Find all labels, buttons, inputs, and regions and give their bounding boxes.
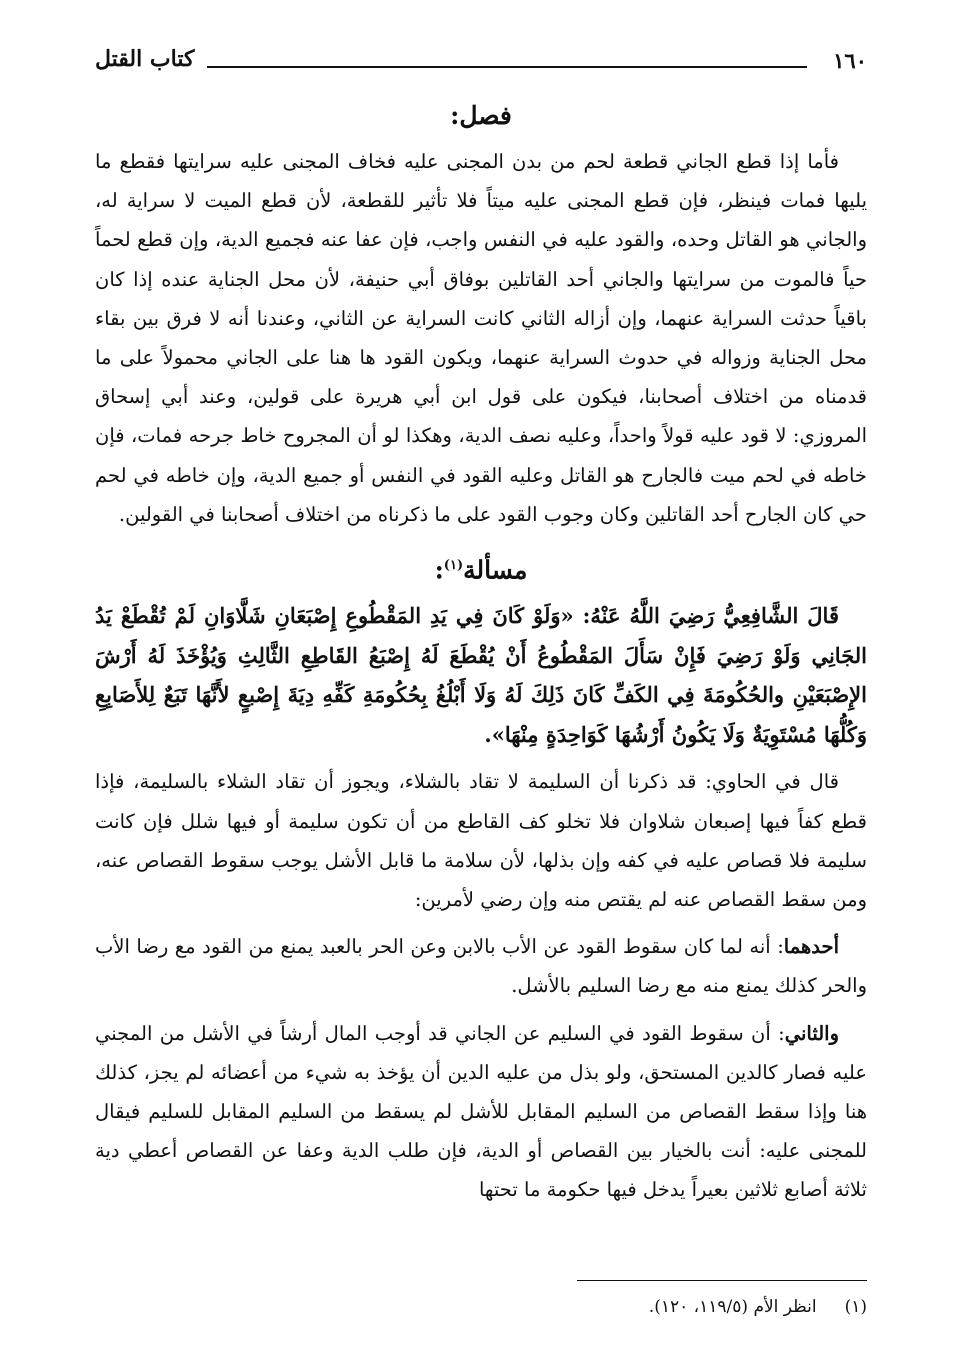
second-reason-text: : أن سقوط القود في السليم عن الجاني قد أوجب المال أرشاً في الأشل من المجني عليه فصار كالدين المستحق، ولو بذل من عليه الدين أن يؤخذ به شيء من أعضائه لم يجز، كذلك هنا وإذا سقط القصاص من السليم المقابل للأشل لم يسقط من السليم المقابل للسليم فيقال للمجنى عليه: أنت بالخيار بين القصاص أو الدية، فإن طلب الدية وعفا عن القصاص أعطي دية ثلاثة أصابع ثلاثين بعيراً يدخل فيها حكومة ما تحتها	[95, 1021, 868, 1202]
spacer	[95, 919, 867, 927]
footnote-number: (١)	[844, 1297, 867, 1317]
footnote-text: انظر الأم (١١٩/٥، ١٢٠).	[648, 1297, 817, 1317]
paragraph-first-reason	[95, 927, 867, 1005]
section-heading-masala	[95, 546, 867, 590]
footnote-ref[interactable]: (١)	[443, 558, 464, 574]
page-header	[95, 40, 867, 84]
first-reason-label: أحدهما	[783, 935, 839, 959]
page-number: ١٦٠	[833, 48, 867, 73]
footnote-rule	[577, 1280, 867, 1281]
book-page	[95, 40, 867, 1351]
first-reason-text: : أنه لما كان سقوط القود عن الأب بالابن وعن الحر بالعبد يمنع من القود مع رضا الأب والحر كذلك يمنع منه مع رضا السليم بالأشل.	[95, 935, 867, 998]
paragraph-second-reason	[95, 1014, 867, 1210]
header-rule	[207, 66, 807, 68]
spacer	[95, 754, 867, 762]
shafii-quote: قَالَ الشَّافِعِيُّ رَضِيَ اللَّهُ عَنْهُ: «وَلَوْ كَانَ فِي يَدِ المَقْطُوعِ إِصْبَعَانِ شَلَّاوَانِ لَمْ تُقْطَعْ يَدُ الجَانِي وَلَوْ رَضِيَ فَإِنْ سَأَلَ المَقْطُوعُ أَنْ يُقْطَعَ لَهُ إِصْبَعُ القَاطِعِ الثَّالِثِ وَيُؤْخَذَ لَهُ أَرْشَ الإِصْبَعَيْنِ والحُكُومَةَ فِي الكَفِّ كَانَ ذَلِكَ لَهُ وَلَا أَبْلُغُ بِحُكُومَةِ كَفِّهِ دِيَةَ إِصْبعٍ لأَنَّهَا تَبَعٌ لِلأَصَابِعِ وَكُلُّهَا مُسْتَوِيَةٌ وَلَا يَكُونُ أَرْشُهَا كَوَاحِدَةٍ مِنْهَا».	[95, 603, 867, 747]
section-heading-fasl: فصل:	[450, 101, 512, 130]
footnote	[95, 1292, 867, 1322]
masala-title: مسألة	[463, 555, 528, 585]
masala-colon: :	[434, 555, 444, 585]
book-title: كتاب القتل	[95, 46, 195, 72]
second-reason-label: والثاني	[784, 1021, 839, 1045]
paragraph-fasl: فأما إذا قطع الجاني قطعة لحم من بدن المجنى عليه فخاف المجنى عليه سرايتها فقطع ما يليها فمات فينظر، فإن قطع المجنى عليه ميتاً فلا تأثير للقطعة، لأن قطع الميت لا سراية له، والجاني هو القاتل وحده، والقود عليه في النفس واجب، فإن عفا عنه فجميع الدية، وإن قطع لحماً حياً فالموت من سرايتها والجاني أحد القاتلين بوفاق أبي حنيفة، لأن محل الجناية عنده إذا كان باقياً حدثت السراية عنهما، وإن أزاله الثاني كانت السراية عن الثاني، وعندنا أنه لا فرق بين بقاء محل الجناية وزواله في حدوث السراية عنهما، ويكون القود ها هنا على الجاني محمولاً على ما قدمناه من اختلاف أصحابنا، فيكون على قول ابن أبي هريرة على قولين، وعند أبي إسحاق المروزي: لا قود عليه قولاً واحداً، وعليه نصف الدية، وهكذا لو أن المجروح خاط جرحه فمات، فإن خاطه في لحم ميت فالجارح هو القاتل وعليه القود في النفس أو جميع الدية، وإن خاطه في لحم حي كان الجارح أحد القاتلين وكان وجوب القود على ما ذكرناه من اختلاف أصحابنا في القولين.	[95, 150, 867, 526]
paragraph-hawi: قال في الحاوي: قد ذكرنا أن السليمة لا تقاد بالشلاء، ويجوز أن تقاد الشلاء بالسليمة، فإذا قطع كفاً فيها إصبعان شلاوان فلا تخلو كف القاطع من أن تكون سليمة أو فيها شلل فإن كانت سليمة فلا قصاص عليه في كفه وإن بذلها، لأن سلامة ما قابل الأشل يوجب سقوط القصاص عنه، ومن سقط القصاص عنه لم يقتص منه وإن رضي لأمرين:	[95, 770, 867, 911]
spacer	[95, 1006, 867, 1014]
